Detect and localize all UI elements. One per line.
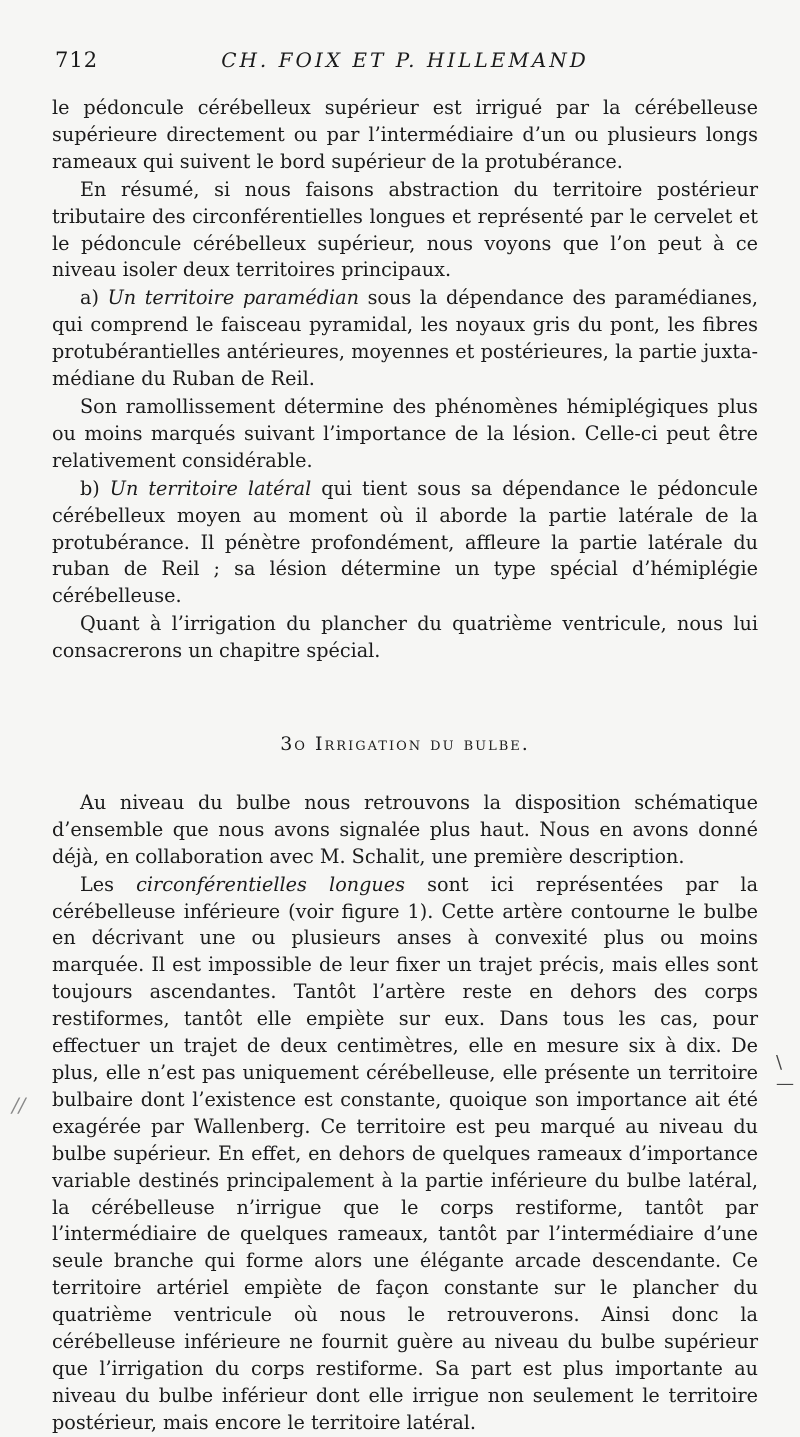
- paragraph-3-italic: Un territoire paramédian: [107, 286, 359, 310]
- paragraph-6: Quant à l’irrigation du plancher du quatrième ventricule, nous lui consacrerons un chapitre spécial.: [52, 612, 758, 663]
- paragraph-5-italic: Un territoire latéral: [109, 476, 312, 500]
- paragraph-1: le pédoncule cérébelleux supérieur est irrigué par la cérébelleuse supérieure directement ou par l’intermédiaire d’un ou plusieurs longs rameaux qui suivent le bord supérieur de la protubérance.: [52, 96, 758, 173]
- body-text: [52, 95, 758, 1437]
- paragraph-3: [52, 285, 758, 393]
- page-header: [55, 48, 755, 80]
- paragraph-3-rest: sous la dépendance des paramédianes, qui comprend le faisceau pyramidal, les noyaux gris du pont, les fibres protubérantielles antérieures, moyennes et postérieures, la partie juxta-médiane du Ruban de Reil.: [52, 286, 758, 391]
- paragraph-3-prefix: a): [80, 286, 108, 310]
- paragraph-5-prefix: b): [80, 476, 110, 500]
- paragraph-8: [52, 872, 758, 1437]
- paragraph-5-rest: qui tient sous sa dépendance le pédoncule cérébelleux moyen au moment où il aborde la partie latérale de la protubérance. Il pénètre profondément, affleure la partie latérale du ruban de Reil ; sa lésion détermine un type spécial d’hémiplégie cérébelleuse.: [52, 476, 758, 608]
- paragraph-7: Au niveau du bulbe nous retrouvons la disposition schématique d’ensemble que nous avons signalée plus haut. Nous en avons donné déjà, en collaboration avec M. Schalit, une première description.: [52, 790, 758, 868]
- paragraph-4: Son ramollissement détermine des phénomènes hémiplégiques plus ou moins marqués suivant l’importance de la lésion. Celle-ci peut être relativement considérable.: [52, 394, 758, 472]
- section-heading: 3o Irrigation du bulbe.: [280, 733, 530, 756]
- paragraph-5: [52, 476, 758, 611]
- page-number: 712: [55, 48, 99, 72]
- margin-mark-right: \—: [776, 1052, 794, 1094]
- paragraph-2: En résumé, si nous faisons abstraction du territoire postérieur tributaire des circonférentielles longues et représenté par le cervelet et le pédoncule cérébelleux supérieur, nous voyons que l’on peut à ce niveau isoler deux territoires principaux.: [52, 177, 758, 282]
- paragraph-8-prefix: Les: [80, 872, 137, 896]
- paragraph-8-italic: circonférentielles longues: [136, 872, 405, 896]
- paragraph-8-rest: sont ici représentées par la cérébelleuse inférieure (voir figure 1). Cette artère contourne le bulbe en décrivant une ou plusieurs anses à convexité plus ou moins marquée. Il est impossible de leur fixer un trajet précis, mais elles sont toujours ascendantes. Tantôt l’artère reste en dehors des corps restiformes, tantôt elle empiète sur eux. Dans tous les cas, pour effectuer un trajet de deux centimètres, elle en mesure six à dix. De plus, elle n’est pas uniquement cérébelleuse, elle présente un territoire bulbaire dont l’existence est constante, quoique son importance ait été exagérée par Wallenberg. Ce territoire est peu marqué au niveau du bulbe supérieur. En effet, en dehors de quelques rameaux d’importance variable destinés principalement à la partie inférieure du bulbe latéral, la cérébelleuse n’irrigue que le corps restiforme, tantôt par l’intermédiaire de quelques rameaux, tantôt par l’intermédiaire d’une seule branche qui forme alors une élégante arcade descendante. Ce territoire artériel empiète de façon constante sur le plancher du quatrième ventricule où nous le retrouverons. Ainsi donc la cérébelleuse inférieure ne fournit guère au niveau du bulbe supérieur que l’irrigation du corps restiforme. Sa part est plus importante au niveau du bulbe inférieur dont elle irrigue non seulement le territoire postérieur, mais encore le territoire latéral.: [52, 872, 759, 1434]
- margin-mark-left: //: [12, 1093, 26, 1117]
- running-head: CH. FOIX ET P. HILLEMAND: [221, 48, 589, 72]
